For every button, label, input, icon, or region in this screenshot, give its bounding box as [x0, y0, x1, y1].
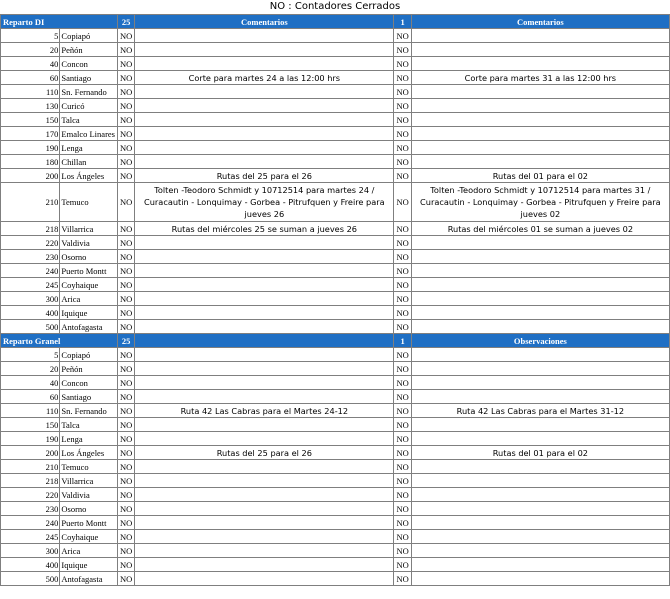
cell-comment-a[interactable] — [135, 544, 394, 558]
table-row — [1, 222, 670, 236]
cell-code[interactable]: 220 — [1, 488, 60, 502]
cell-city[interactable]: Puerto Montt — [60, 516, 118, 530]
cell-comment-a[interactable] — [135, 264, 394, 278]
cell-code[interactable]: 500 — [1, 572, 60, 586]
cell-city[interactable]: Coyhaique — [60, 278, 118, 292]
cell-status-b[interactable]: NO — [394, 169, 411, 183]
cell-status-b[interactable]: NO — [394, 127, 411, 141]
table-row — [1, 390, 670, 404]
cell-code[interactable]: 240 — [1, 264, 60, 278]
cell-city[interactable]: Osorno — [60, 502, 118, 516]
cell-status-a[interactable]: NO — [117, 183, 134, 222]
cell-code[interactable]: 40 — [1, 376, 60, 390]
cell-comment-a[interactable] — [135, 292, 394, 306]
cell-comment-b[interactable] — [411, 474, 669, 488]
cell-comment-a[interactable] — [135, 558, 394, 572]
cell-comment-a[interactable] — [135, 85, 394, 99]
cell-code[interactable]: 60 — [1, 390, 60, 404]
cell-comment-b[interactable] — [411, 460, 669, 474]
cell-comment-a[interactable] — [135, 127, 394, 141]
cell-city[interactable]: Concon — [60, 57, 118, 71]
reparto-granel-header-row — [1, 334, 670, 348]
cell-city[interactable]: Valdivia — [60, 236, 118, 250]
cell-code[interactable]: 210 — [1, 183, 60, 222]
cell-code[interactable]: 245 — [1, 278, 60, 292]
cell-code[interactable]: 500 — [1, 320, 60, 334]
cell-comment-b[interactable] — [411, 544, 669, 558]
cell-status-b[interactable]: NO — [394, 418, 411, 432]
cell-status-b[interactable]: NO — [394, 516, 411, 530]
cell-status-a[interactable]: NO — [117, 43, 134, 57]
table-row — [1, 558, 670, 572]
cell-comment-a[interactable] — [135, 530, 394, 544]
cell-code[interactable]: 300 — [1, 292, 60, 306]
cell-comment-a[interactable] — [135, 460, 394, 474]
cell-comment-b[interactable] — [411, 99, 669, 113]
table-row — [1, 530, 670, 544]
cell-comment-a[interactable] — [135, 155, 394, 169]
cell-city[interactable]: Lenga — [60, 141, 118, 155]
reparto-granel-header-comments-a[interactable] — [135, 334, 394, 348]
cell-comment-a[interactable] — [135, 432, 394, 446]
cell-city[interactable]: Antofagasta — [60, 320, 118, 334]
cell-code[interactable]: 110 — [1, 404, 60, 418]
cell-status-b[interactable]: NO — [394, 488, 411, 502]
cell-status-a[interactable]: NO — [117, 169, 134, 183]
cell-status-a[interactable]: NO — [117, 572, 134, 586]
cell-status-a[interactable]: NO — [117, 544, 134, 558]
cell-city[interactable]: Los Ángeles — [60, 169, 118, 183]
table-row — [1, 544, 670, 558]
cell-comment-a[interactable] — [135, 488, 394, 502]
table-row — [1, 474, 670, 488]
cell-comment-a[interactable] — [135, 362, 394, 376]
table-row — [1, 183, 670, 222]
cell-comment-a[interactable] — [135, 141, 394, 155]
cell-status-a[interactable]: NO — [117, 292, 134, 306]
cell-code[interactable]: 200 — [1, 169, 60, 183]
cell-comment-a[interactable] — [135, 29, 394, 43]
cell-comment-b[interactable] — [411, 57, 669, 71]
table-row — [1, 376, 670, 390]
table-row — [1, 236, 670, 250]
cell-status-b[interactable]: NO — [394, 320, 411, 334]
cell-city[interactable]: Arica — [60, 544, 118, 558]
table-row — [1, 516, 670, 530]
cell-city[interactable]: Lenga — [60, 432, 118, 446]
cell-code[interactable]: 240 — [1, 516, 60, 530]
cell-code[interactable]: 5 — [1, 29, 60, 43]
sheet-title: NO : Contadores Cerrados — [269, 1, 401, 12]
reparto-di-header-comments-b[interactable]: Comentarios — [411, 15, 669, 29]
cell-code[interactable]: 200 — [1, 446, 60, 460]
cell-status-b[interactable]: NO — [394, 460, 411, 474]
table-row — [1, 113, 670, 127]
cell-comment-b[interactable] — [411, 43, 669, 57]
cell-code[interactable]: 400 — [1, 306, 60, 320]
table-row — [1, 460, 670, 474]
reparto-di-header-row — [1, 15, 670, 29]
cell-comment-a[interactable] — [135, 113, 394, 127]
cell-status-a[interactable]: NO — [117, 71, 134, 85]
cell-status-a[interactable]: NO — [117, 250, 134, 264]
cell-city[interactable]: Los Ángeles — [60, 446, 118, 460]
cell-comment-b[interactable] — [411, 250, 669, 264]
reparto-di-header-reparto[interactable]: Reparto DI — [1, 15, 118, 29]
cell-comment-b[interactable]: Tolten -Teodoro Schmidt y 10712514 para martes 31 / Curacautin - Lonquimay - Gorbea - Pitrufquen y Freire para jueves 02 — [411, 183, 669, 222]
cell-code[interactable]: 20 — [1, 43, 60, 57]
cell-comment-b[interactable]: Ruta 42 Las Cabras para el Martes 31-12 — [411, 404, 669, 418]
cell-code[interactable]: 210 — [1, 460, 60, 474]
cell-comment-b[interactable]: Rutas del miércoles 01 se suman a jueves 02 — [411, 222, 669, 236]
cell-status-b[interactable]: NO — [394, 99, 411, 113]
cell-status-b[interactable]: NO — [394, 390, 411, 404]
cell-code[interactable]: 40 — [1, 57, 60, 71]
table-row — [1, 278, 670, 292]
cell-comment-b[interactable] — [411, 488, 669, 502]
cell-status-a[interactable]: NO — [117, 264, 134, 278]
cell-status-a[interactable]: NO — [117, 558, 134, 572]
table-row — [1, 446, 670, 460]
reparto-di-header-comments-a[interactable]: Comentarios — [135, 15, 394, 29]
cell-status-b[interactable]: NO — [394, 474, 411, 488]
cell-code[interactable]: 150 — [1, 113, 60, 127]
cell-comment-b[interactable] — [411, 530, 669, 544]
cell-city[interactable]: Curicó — [60, 99, 118, 113]
cell-status-b[interactable]: NO — [394, 446, 411, 460]
table-row — [1, 264, 670, 278]
cell-status-b[interactable]: NO — [394, 376, 411, 390]
cell-city[interactable]: Emalco Linares — [60, 127, 118, 141]
cell-status-b[interactable]: NO — [394, 113, 411, 127]
cell-status-a[interactable]: NO — [117, 418, 134, 432]
cell-code[interactable]: 5 — [1, 348, 60, 362]
cell-code[interactable]: 150 — [1, 418, 60, 432]
cell-comment-b[interactable] — [411, 155, 669, 169]
cell-comment-b[interactable] — [411, 516, 669, 530]
cell-status-b[interactable]: NO — [394, 236, 411, 250]
table-row — [1, 71, 670, 85]
cell-city[interactable]: Chillan — [60, 155, 118, 169]
cell-comment-a[interactable]: Rutas del miércoles 25 se suman a jueves 26 — [135, 222, 394, 236]
cell-status-b[interactable]: NO — [394, 530, 411, 544]
cell-comment-a[interactable] — [135, 572, 394, 586]
cell-status-a[interactable]: NO — [117, 222, 134, 236]
table-row — [1, 348, 670, 362]
cell-comment-a[interactable] — [135, 306, 394, 320]
cell-comment-a[interactable] — [135, 250, 394, 264]
cell-status-b[interactable]: NO — [394, 43, 411, 57]
cell-code[interactable]: 218 — [1, 222, 60, 236]
cell-comment-a[interactable] — [135, 43, 394, 57]
cell-status-a[interactable]: NO — [117, 390, 134, 404]
cell-city[interactable]: Puerto Montt — [60, 264, 118, 278]
cell-code[interactable]: 130 — [1, 99, 60, 113]
table-row — [1, 572, 670, 586]
cell-code[interactable]: 180 — [1, 155, 60, 169]
cell-city[interactable]: Villarrica — [60, 222, 118, 236]
table-row — [1, 85, 670, 99]
cell-city[interactable]: Osorno — [60, 250, 118, 264]
cell-status-b[interactable]: NO — [394, 572, 411, 586]
cell-status-b[interactable]: NO — [394, 278, 411, 292]
cell-status-a[interactable]: NO — [117, 502, 134, 516]
table-row — [1, 99, 670, 113]
cell-code[interactable]: 190 — [1, 141, 60, 155]
reparto-granel-header-reparto[interactable]: Reparto Granel — [1, 334, 118, 348]
cell-status-b[interactable]: NO — [394, 432, 411, 446]
cell-comment-a[interactable]: Rutas del 25 para el 26 — [135, 169, 394, 183]
cell-status-b[interactable]: NO — [394, 292, 411, 306]
reparto-granel-header-day-b[interactable]: 1 — [394, 334, 411, 348]
cell-city[interactable]: Temuco — [60, 183, 118, 222]
cell-city[interactable]: Peñón — [60, 43, 118, 57]
cell-comment-b[interactable] — [411, 348, 669, 362]
table-row — [1, 169, 670, 183]
reparto-granel-header-day-a[interactable]: 25 — [117, 334, 134, 348]
cell-status-b[interactable]: NO — [394, 264, 411, 278]
cell-city[interactable]: Peñón — [60, 362, 118, 376]
cell-comment-b[interactable] — [411, 29, 669, 43]
cell-comment-b[interactable] — [411, 502, 669, 516]
cell-city[interactable]: Copiapó — [60, 29, 118, 43]
cell-comment-b[interactable]: Corte para martes 31 a las 12:00 hrs — [411, 71, 669, 85]
cell-comment-a[interactable]: Ruta 42 Las Cabras para el Martes 24-12 — [135, 404, 394, 418]
cell-status-a[interactable]: NO — [117, 57, 134, 71]
cell-code[interactable]: 245 — [1, 530, 60, 544]
cell-city[interactable]: Antofagasta — [60, 572, 118, 586]
contadores-table — [0, 14, 670, 586]
cell-city[interactable]: Concon — [60, 376, 118, 390]
cell-comment-a[interactable]: Tolten -Teodoro Schmidt y 10712514 para martes 24 / Curacautin - Lonquimay - Gorbea - Pitrufquen y Freire para jueves 26 — [135, 183, 394, 222]
cell-status-a[interactable]: NO — [117, 113, 134, 127]
cell-city[interactable]: Santiago — [60, 71, 118, 85]
table-row — [1, 404, 670, 418]
cell-comment-a[interactable] — [135, 236, 394, 250]
cell-status-a[interactable]: NO — [117, 278, 134, 292]
table-row — [1, 306, 670, 320]
cell-code[interactable]: 220 — [1, 236, 60, 250]
cell-status-b[interactable]: NO — [394, 348, 411, 362]
cell-code[interactable]: 190 — [1, 432, 60, 446]
cell-code[interactable]: 60 — [1, 71, 60, 85]
cell-status-a[interactable]: NO — [117, 85, 134, 99]
cell-status-b[interactable]: NO — [394, 250, 411, 264]
cell-status-a[interactable]: NO — [117, 530, 134, 544]
cell-city[interactable]: Sn. Fernando — [60, 404, 118, 418]
cell-comment-b[interactable] — [411, 320, 669, 334]
cell-status-a[interactable]: NO — [117, 446, 134, 460]
cell-status-a[interactable]: NO — [117, 432, 134, 446]
table-row — [1, 141, 670, 155]
reparto-di-header-day-a[interactable]: 25 — [117, 15, 134, 29]
cell-comment-b[interactable] — [411, 127, 669, 141]
cell-code[interactable]: 110 — [1, 85, 60, 99]
table-row — [1, 127, 670, 141]
table-row — [1, 250, 670, 264]
table-row — [1, 43, 670, 57]
cell-comment-a[interactable] — [135, 502, 394, 516]
cell-status-a[interactable]: NO — [117, 236, 134, 250]
cell-comment-b[interactable]: Rutas del 01 para el 02 — [411, 446, 669, 460]
cell-status-b[interactable]: NO — [394, 222, 411, 236]
cell-status-a[interactable]: NO — [117, 306, 134, 320]
cell-comment-b[interactable] — [411, 418, 669, 432]
cell-status-a[interactable]: NO — [117, 404, 134, 418]
cell-comment-a[interactable]: Rutas del 25 para el 26 — [135, 446, 394, 460]
cell-status-b[interactable]: NO — [394, 544, 411, 558]
table-row — [1, 488, 670, 502]
cell-code[interactable]: 400 — [1, 558, 60, 572]
table-row — [1, 155, 670, 169]
cell-status-a[interactable]: NO — [117, 99, 134, 113]
table-row — [1, 292, 670, 306]
cell-city[interactable]: Santiago — [60, 390, 118, 404]
cell-code[interactable]: 230 — [1, 502, 60, 516]
table-row — [1, 320, 670, 334]
cell-comment-b[interactable] — [411, 141, 669, 155]
table-row — [1, 502, 670, 516]
cell-comment-b[interactable] — [411, 432, 669, 446]
cell-city[interactable]: Sn. Fernando — [60, 85, 118, 99]
cell-comment-a[interactable] — [135, 57, 394, 71]
cell-comment-b[interactable]: Rutas del 01 para el 02 — [411, 169, 669, 183]
cell-comment-b[interactable] — [411, 362, 669, 376]
cell-status-a[interactable]: NO — [117, 348, 134, 362]
cell-code[interactable]: 170 — [1, 127, 60, 141]
cell-comment-a[interactable] — [135, 376, 394, 390]
cell-city[interactable]: Talca — [60, 113, 118, 127]
cell-code[interactable]: 300 — [1, 544, 60, 558]
cell-status-b[interactable]: NO — [394, 306, 411, 320]
cell-code[interactable]: 20 — [1, 362, 60, 376]
cell-comment-a[interactable] — [135, 474, 394, 488]
cell-status-a[interactable]: NO — [117, 474, 134, 488]
cell-comment-b[interactable] — [411, 264, 669, 278]
cell-comment-b[interactable] — [411, 85, 669, 99]
cell-status-a[interactable]: NO — [117, 29, 134, 43]
cell-city[interactable]: Iquique — [60, 558, 118, 572]
cell-comment-b[interactable] — [411, 113, 669, 127]
cell-comment-b[interactable] — [411, 292, 669, 306]
cell-comment-b[interactable] — [411, 376, 669, 390]
cell-status-a[interactable]: NO — [117, 141, 134, 155]
cell-status-a[interactable]: NO — [117, 362, 134, 376]
cell-comment-b[interactable] — [411, 572, 669, 586]
cell-status-b[interactable]: NO — [394, 71, 411, 85]
cell-status-b[interactable]: NO — [394, 404, 411, 418]
cell-comment-b[interactable] — [411, 306, 669, 320]
cell-status-a[interactable]: NO — [117, 516, 134, 530]
cell-comment-b[interactable] — [411, 390, 669, 404]
cell-comment-a[interactable] — [135, 390, 394, 404]
table-row — [1, 57, 670, 71]
cell-city[interactable]: Coyhaique — [60, 530, 118, 544]
cell-city[interactable]: Arica — [60, 292, 118, 306]
cell-city[interactable]: Villarrica — [60, 474, 118, 488]
cell-city[interactable]: Copiapó — [60, 348, 118, 362]
cell-comment-a[interactable]: Corte para martes 24 a las 12:00 hrs — [135, 71, 394, 85]
table-row — [1, 362, 670, 376]
cell-comment-b[interactable] — [411, 278, 669, 292]
table-row — [1, 29, 670, 43]
cell-city[interactable]: Valdivia — [60, 488, 118, 502]
cell-comment-a[interactable] — [135, 348, 394, 362]
cell-status-a[interactable]: NO — [117, 460, 134, 474]
cell-status-b[interactable]: NO — [394, 57, 411, 71]
table-row — [1, 418, 670, 432]
cell-comment-a[interactable] — [135, 320, 394, 334]
cell-status-b[interactable]: NO — [394, 155, 411, 169]
reparto-di-header-day-b[interactable]: 1 — [394, 15, 411, 29]
cell-comment-a[interactable] — [135, 278, 394, 292]
cell-status-a[interactable]: NO — [117, 488, 134, 502]
table-row — [1, 432, 670, 446]
cell-status-b[interactable]: NO — [394, 29, 411, 43]
cell-city[interactable]: Iquique — [60, 306, 118, 320]
cell-status-a[interactable]: NO — [117, 127, 134, 141]
cell-status-a[interactable]: NO — [117, 376, 134, 390]
cell-code[interactable]: 218 — [1, 474, 60, 488]
cell-code[interactable]: 230 — [1, 250, 60, 264]
cell-status-a[interactable]: NO — [117, 155, 134, 169]
cell-city[interactable]: Temuco — [60, 460, 118, 474]
cell-status-b[interactable]: NO — [394, 362, 411, 376]
cell-status-a[interactable]: NO — [117, 320, 134, 334]
cell-status-b[interactable]: NO — [394, 502, 411, 516]
reparto-granel-header-comments-b[interactable]: Observaciones — [411, 334, 669, 348]
cell-comment-a[interactable] — [135, 516, 394, 530]
cell-comment-b[interactable] — [411, 558, 669, 572]
cell-comment-a[interactable] — [135, 99, 394, 113]
cell-status-b[interactable]: NO — [394, 558, 411, 572]
cell-status-b[interactable]: NO — [394, 141, 411, 155]
cell-comment-a[interactable] — [135, 418, 394, 432]
cell-city[interactable]: Talca — [60, 418, 118, 432]
cell-status-b[interactable]: NO — [394, 85, 411, 99]
cell-comment-b[interactable] — [411, 236, 669, 250]
cell-status-b[interactable]: NO — [394, 183, 411, 222]
